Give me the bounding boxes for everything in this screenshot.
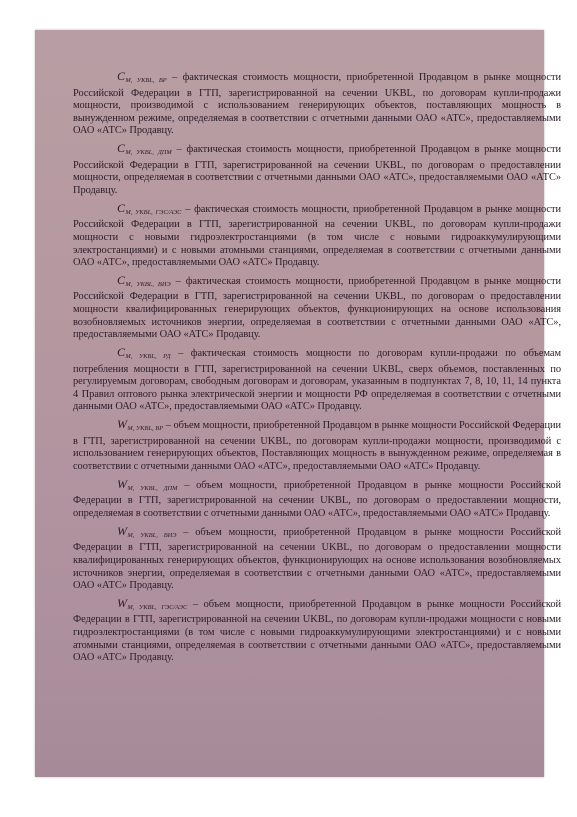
formula-subscript: M, УКВL, ВИЭ <box>125 280 171 288</box>
definition-text: – фактическая стоимость мощности по договорам купли-продажи по объемам потребления мощности в ГТП, зарегистрированной на сечении UKBL, сверх объемов, поставленных по регулируемым договорам, свободным договорам и договорам, указанным в подпунктах 7, 8, 10, 11, 14 пункта 4 Правил оптового рынка электрической энергии и мощности РФ определяемая в соответствии с отчетными данными ОАО «АТС», предоставляемыми ОАО «АТС» Продавцу. <box>73 348 561 413</box>
definition-paragraph <box>73 142 561 197</box>
formula-symbol: $C_{M, УКВL, ГЭС/АЭС}$ <box>117 200 182 216</box>
definition-text: – фактическая стоимость мощности, приобретенной Продавцом в рынке мощности Российской Федерации в ГТП, зарегистрированной на сечении UKBL, по договорам о предоставлении мощности, определяемая в соответствии с отчетными данными ОАО «АТС», предоставляемыми ОАО «АТС» Продавцу. <box>73 144 561 196</box>
formula-subscript: M, УКВL, ВИЭ <box>127 531 177 539</box>
definition-paragraph <box>73 346 561 414</box>
scanned-page <box>35 30 562 777</box>
definition-paragraph <box>73 597 561 665</box>
formula-symbol: $W_{M, УКВL, ВИЭ}$ <box>117 523 177 539</box>
definition-text: – объем мощности, приобретенной Продавцом в рынке мощности Российской Федерации в ГТП, зарегистрированной на сечении UKBL, по договорам купли-продажи мощности с новыми гидроэлектростанциями (в том числе с новыми гидроаккумулирующими электростанциями) и с новыми атомными станциями, определяемая в соответствии с отчетными данными ОАО «АТС», предоставляемыми ОАО «АТС» Продавцу. <box>73 598 562 664</box>
definition-paragraph <box>73 70 561 138</box>
formula-subscript: M, УКВL, ДПМ <box>125 149 172 157</box>
formula-symbol: $W_{M, УКВL, ГЭС/АЭС}$ <box>117 595 188 611</box>
formula-symbol: $C_{M, УКВL, ВР}$ <box>117 69 167 84</box>
definition-text: – фактическая стоимость мощности, приобретенной Продавцом в рынке мощности Российской Федерации в ГТП, зарегистрированной на сечении UKBL, по договорам купли-продажи мощности с новыми гидроэлектростанциями (в том числе с новыми гидроаккумулирующими электростанциями) и с новыми атомными станциями, определяемая в соответствии с отчетными данными ОАО «АТС», предоставляемыми ОАО «АТС» Продавцу. <box>73 203 561 269</box>
definition-paragraph <box>73 202 561 270</box>
definition-paragraph <box>73 478 561 521</box>
document-body <box>73 70 561 669</box>
formula-subscript: M, УКВL, ВР <box>127 425 164 433</box>
definition-paragraph <box>73 418 561 473</box>
definition-paragraph <box>73 525 561 593</box>
formula-subscript: M, УКВL, ГЭС/АЭС <box>125 208 182 216</box>
definition-text: – объем мощности, приобретенной Продавцом в рынке мощности Российской Федерации в ГТП, зарегистрированной на сечении UKBL, по договорам о предоставлении мощности квалифицированных генерирующих объектов, функционирующих на основе использования возобновляемых источников энергии, определяемая в соответствии с отчетными данными ОАО «АТС», предоставляемыми ОАО «АТС» Продавцу. <box>73 526 562 592</box>
formula-subscript: M, УКВL, ВР <box>125 77 167 84</box>
formula-symbol: $C_{M, УКВL, РД}$ <box>117 345 171 361</box>
formula-subscript: M, УКВL, ДПМ <box>127 484 178 492</box>
definition-text: – объем мощности, приобретенной Продавцом в рынке мощности Российской Федерации в ГТП, зарегистрированной на сечении UKBL, по договорам купли-продажи мощности, производимой с использованием генерирующих объектов, Поставляющих мощность в вынужденном режиме, определяемая в соответствии с отчетными данными ОАО «АТС», предоставляемыми ОАО «АТС» Продавцу. <box>73 420 561 472</box>
formula-subscript: M, УКВL, РД <box>125 353 171 361</box>
formula-symbol: $W_{M, УКВL, ДПМ}$ <box>117 476 178 492</box>
definition-text: – фактическая стоимость мощности, приобретенной Продавцом в рынке мощности Российской Федерации в ГТП, зарегистрированной на сечении UKBL, по договорам о предоставлении мощности квалифицированных генерирующих объектов, функционирующих на основе использования возобновляемых источников энергии, определяемая в соответствии с отчетными данными ОАО «АТС», предоставляемыми ОАО «АТС» Продавцу. <box>73 275 561 341</box>
definition-text: – фактическая стоимость мощности, приобретенной Продавцом в рынке мощности Российской Федерации в ГТП, зарегистрированной на сечении UKBL, по договорам купли-продажи мощности, производимой с использованием генерирующих объектов, поставляющих мощность в вынужденном режиме, определяемая в соответствии с отчетными данными ОАО «АТС», предоставляемыми ОАО «АТС» Продавцу. <box>73 72 561 137</box>
definition-paragraph <box>73 274 561 342</box>
formula-subscript: M, УКВL, ГЭС/АЭС <box>127 603 188 611</box>
definition-text: – объем мощности, приобретенной Продавцом в рынке мощности Российской Федерации в ГТП, зарегистрированной на сечении UKBL, по договорам о предоставлении мощности, определяемая в соответствии с отчетными данными ОАО «АТС», предоставляемыми ОАО «АТС» Продавцу. <box>73 479 561 519</box>
formula-symbol: $C_{M, УКВL, ДПМ}$ <box>117 141 172 157</box>
formula-symbol: $C_{M, УКВL, ВИЭ}$ <box>117 272 171 288</box>
formula-symbol: $W_{M, УКВL, ВР}$ <box>117 417 164 433</box>
